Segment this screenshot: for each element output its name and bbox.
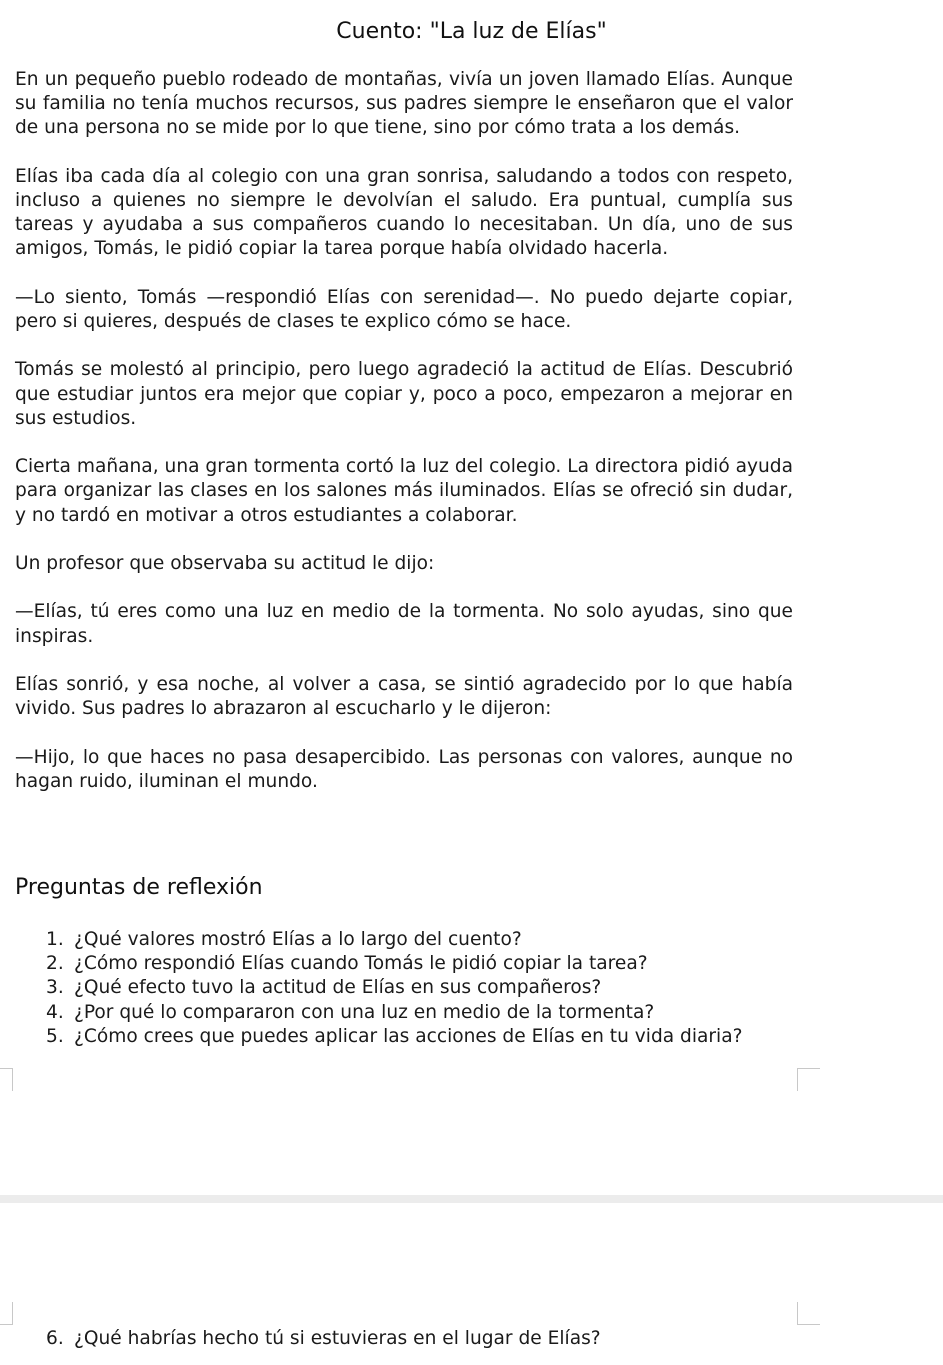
question-text: ¿Cómo respondió Elías cuando Tomás le pidió copiar la tarea? (74, 953, 648, 975)
question-number: 3. (46, 977, 64, 999)
question-number: 5. (46, 1025, 64, 1047)
question-item (46, 1327, 601, 1351)
question-item (46, 976, 743, 1000)
question-number: 4. (46, 1001, 64, 1023)
question-item (46, 928, 743, 952)
question-text: ¿Qué habrías hecho tú si estuvieras en el lugar de Elías? (74, 1328, 601, 1349)
story-paragraph: Un profesor que observaba su actitud le dijo: (15, 552, 435, 574)
question-number: 6. (46, 1328, 64, 1349)
story-paragraph: Elías sonrió, y esa noche, al volver a casa, se sintió agradecido por lo que había vivido. Sus padres lo abrazaron al escucharlo y le dijeron: (15, 673, 793, 720)
reflection-questions-list (46, 928, 743, 1049)
story-paragraph: En un pequeño pueblo rodeado de montañas, vivía un joven llamado Elías. Aunque su familia no tenía muchos recursos, sus padres siempre le enseñaron que el valor de una persona no se mide por lo que tiene, sino por cómo trata a los demás. (15, 69, 793, 139)
story-paragraph: Elías iba cada día al colegio con una gran sonrisa, saludando a todos con respeto, incluso a quienes no siempre le devolvían el saludo. Era puntual, cumplía sus tareas y ayudaba a sus compañeros cuando lo necesitaban. Un día, uno de sus amigos, Tomás, le pidió copiar la tarea porque había olvidado hacerla. (15, 165, 793, 260)
question-text: ¿Qué efecto tuvo la actitud de Elías en sus compañeros? (74, 977, 602, 999)
story-body (15, 68, 793, 818)
page-margin-mark-bottom-right (797, 1302, 820, 1325)
page-margin-mark-top-left (0, 1068, 13, 1091)
question-text: ¿Qué valores mostró Elías a lo largo del cuento? (74, 929, 522, 950)
page-margin-mark-bottom-left (0, 1302, 13, 1325)
question-text: ¿Cómo crees que puedes aplicar las acciones de Elías en tu vida diaria? (74, 1025, 743, 1047)
page-margin-mark-top-right (797, 1068, 820, 1091)
question-number: 2. (46, 953, 64, 975)
story-paragraph: Tomás se molestó al principio, pero luego agradeció la actitud de Elías. Descubrió que estudiar juntos era mejor que copiar y, poco a poco, empezaron a mejorar en sus estudios. (15, 359, 793, 429)
story-paragraph: —Elías, tú eres como una luz en medio de la tormenta. No solo ayudas, sino que inspiras. (15, 601, 793, 647)
story-paragraph: Cierta mañana, una gran tormenta cortó la luz del colegio. La directora pidió ayuda para organizar las clases en los salones más iluminados. Elías se ofreció sin dudar, y no tardó en motivar a otros estudiantes a colaborar. (15, 456, 793, 526)
story-title: Cuento: "La luz de Elías" (336, 19, 607, 44)
question-item (46, 952, 743, 976)
story-paragraph: —Hijo, lo que haces no pasa desapercibido. Las personas con valores, aunque no hagan ruido, iluminan el mundo. (15, 746, 793, 792)
question-number: 1. (46, 929, 64, 950)
story-paragraph: —Lo siento, Tomás —respondió Elías con serenidad—. No puedo dejarte copiar, pero si quieres, después de clases te explico cómo se hace. (15, 286, 793, 332)
question-item (46, 1025, 743, 1049)
question-text: ¿Por qué lo compararon con una luz en medio de la tormenta? (74, 1001, 655, 1023)
reflection-heading: Preguntas de reflexión (15, 875, 263, 900)
page-break-gap (0, 1195, 943, 1203)
question-item (46, 1001, 743, 1025)
